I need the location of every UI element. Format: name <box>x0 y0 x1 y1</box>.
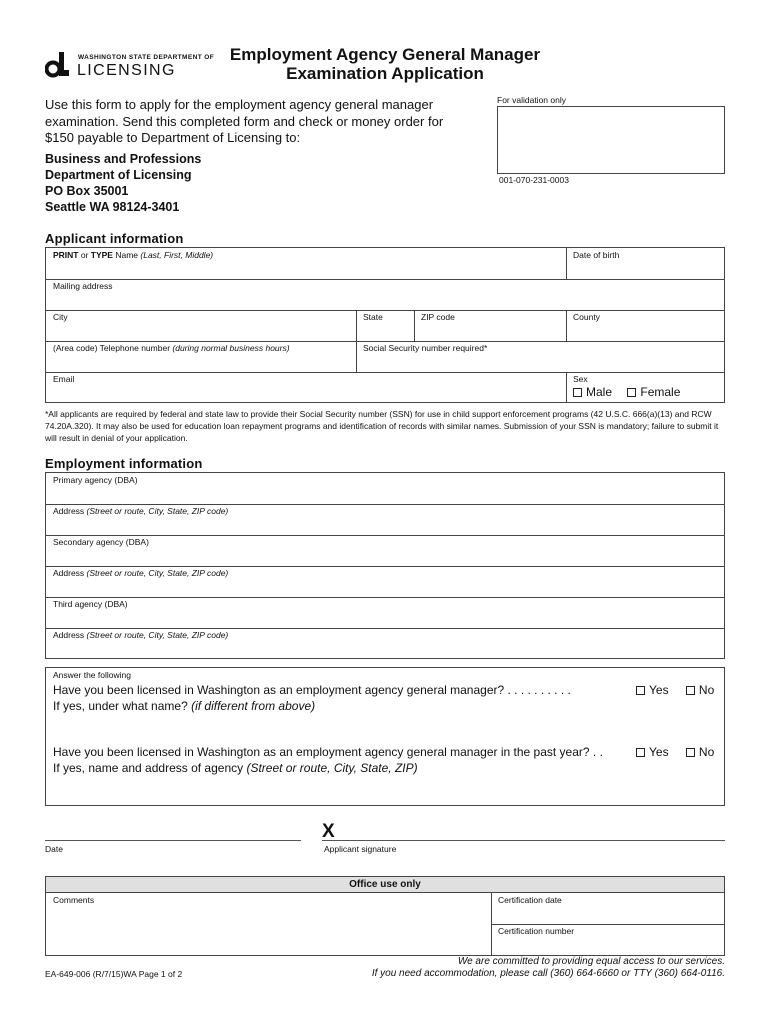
form-number: 001-070-231-0003 <box>499 175 569 185</box>
questions-box <box>45 667 725 806</box>
city-field[interactable]: City <box>53 312 68 322</box>
email-field[interactable]: Email <box>53 374 75 384</box>
signature-line[interactable] <box>322 840 725 841</box>
comments-field[interactable]: Comments <box>53 895 95 905</box>
accessibility-line2: If you need accommodation, please call (360) 664-6660 or TTY (360) 664-0116. <box>371 968 725 979</box>
secondary-agency-field[interactable]: Secondary agency (DBA) <box>53 537 149 547</box>
female-label: Female <box>640 385 681 399</box>
dol-logo-icon <box>45 52 69 78</box>
primary-address-field[interactable]: Address (Street or route, City, State, ZIP code) <box>53 506 229 516</box>
third-address-field[interactable]: Address (Street or route, City, State, ZIP code) <box>53 630 229 640</box>
validation-box <box>497 106 725 174</box>
agency-name-top: WASHINGTON STATE DEPARTMENT OF <box>78 54 215 61</box>
signature-label: Applicant signature <box>324 844 397 854</box>
q2-yes-checkbox[interactable] <box>636 748 645 757</box>
female-checkbox[interactable] <box>627 388 636 397</box>
validation-label: For validation only <box>497 95 566 105</box>
ssn-field[interactable]: Social Security number required* <box>363 343 488 353</box>
address-line: Department of Licensing <box>45 168 192 182</box>
address-line: Business and Professions <box>45 152 202 166</box>
questions-label: Answer the following <box>53 670 131 680</box>
q2-no-checkbox[interactable] <box>686 748 695 757</box>
question-2: Have you been licensed in Washington as an employment agency general manager in the past year? . . <box>53 745 603 759</box>
employment-heading: Employment information <box>45 456 203 471</box>
date-label: Date <box>45 844 63 854</box>
q1-no-checkbox[interactable] <box>686 686 695 695</box>
ssn-disclosure-note: *All applicants are required by federal and state law to provide their Social Security number (SSN) for use in child support enforcement programs (42 U.S.C. 666(a)(13) and RCW 74.20A.320). It may also be used for education loan repayment programs and identification of records with similar names. Submission of your SSN is mandatory; failure to submit it will result in denial of your application. <box>45 409 719 443</box>
male-label: Male <box>586 385 613 399</box>
signature-x-mark: X <box>322 821 335 842</box>
q2-yes-label: Yes <box>649 745 669 759</box>
mailing-address-block <box>45 151 201 215</box>
phone-field[interactable]: (Area code) Telephone number (during normal business hours) <box>53 343 290 353</box>
office-use-heading: Office use only <box>46 877 724 893</box>
date-line[interactable] <box>45 840 301 841</box>
certification-number-field[interactable]: Certification number <box>498 926 575 936</box>
sex-field <box>566 372 724 399</box>
sex-label: Sex <box>573 374 588 384</box>
address-line: PO Box 35001 <box>45 184 129 198</box>
q2-no-label: No <box>698 745 715 759</box>
applicant-heading: Applicant information <box>45 231 184 246</box>
secondary-address-field[interactable]: Address (Street or route, City, State, ZIP code) <box>53 568 229 578</box>
office-use-box <box>45 876 725 956</box>
mailing-address-field[interactable]: Mailing address <box>53 281 113 291</box>
question-2-followup[interactable]: If yes, name and address of agency (Street or route, City, State, ZIP) <box>53 761 418 775</box>
question-1: Have you been licensed in Washington as an employment agency general manager? . . . . . . . . . . <box>53 683 571 697</box>
certification-date-field[interactable]: Certification date <box>498 895 562 905</box>
primary-agency-field[interactable]: Primary agency (DBA) <box>53 475 138 485</box>
form-id: EA-649-006 (R/7/15)WA Page 1 of 2 <box>45 969 183 979</box>
address-line: Seattle WA 98124-3401 <box>45 200 180 214</box>
male-checkbox[interactable] <box>573 388 582 397</box>
date-of-birth-field[interactable]: Date of birth <box>573 250 620 260</box>
county-field[interactable]: County <box>573 312 600 322</box>
q1-yes-checkbox[interactable] <box>636 686 645 695</box>
q1-yes-label: Yes <box>649 683 669 697</box>
form-title-line2: Examination Application <box>286 64 484 83</box>
question-1-followup[interactable]: If yes, under what name? (if different from above) <box>53 699 316 713</box>
state-field[interactable]: State <box>363 312 383 322</box>
accessibility-line1: We are committed to providing equal access to our services. <box>457 956 725 967</box>
form-title-line1: Employment Agency General Manager <box>229 45 541 64</box>
q1-no-label: No <box>698 683 715 697</box>
intro-text: Use this form to apply for the employment agency general manager examination. Send this completed form and check or money order for $150 payable to Department of Licensing to: <box>45 97 444 145</box>
agency-name-main: LICENSING <box>77 62 176 79</box>
third-agency-field[interactable]: Third agency (DBA) <box>53 599 128 609</box>
zip-field[interactable]: ZIP code <box>421 312 455 322</box>
applicant-grid <box>45 247 725 403</box>
employment-grid <box>45 472 725 659</box>
name-field[interactable]: PRINT or TYPE Name (Last, First, Middle) <box>53 250 214 260</box>
